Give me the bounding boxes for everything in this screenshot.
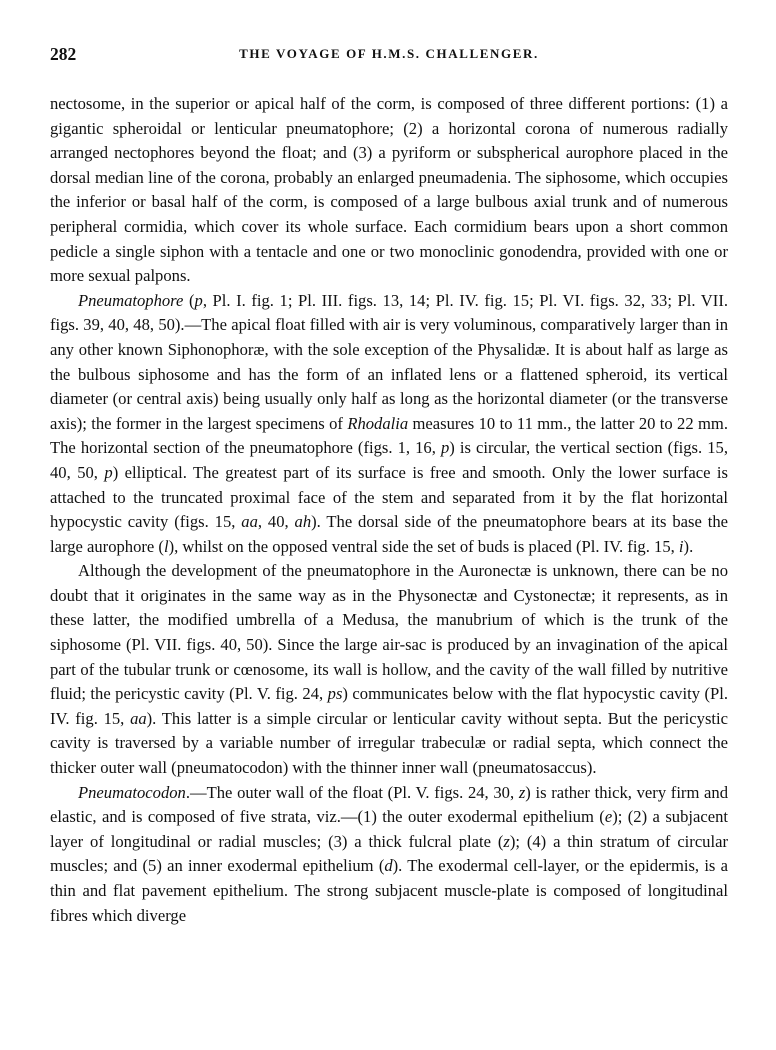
text-run: , Pl. I. fig. 1; Pl. III. figs. 13, 14; Pl. IV. fig. 15; Pl. VI. figs. 32, 33; Pl. VII. figs. 39, 40, 48, 50).—The apical float filled with air is very voluminous, comparatively larger than in any other known Siphonophoræ, with the sole exception of the Physalidæ. It is about half as large as the bulbous siphosome and has the form of an inflated lens or a flattened spheroid, its vertical diameter (or central axis) being usually only half as long as the horizontal diameter (or the transverse axis); the former in the largest specimens of: [50, 290, 728, 433]
text-run: measures 10 to 11 mm., the latter 20 to 22 mm. The horizontal section of the pneumatophore (figs. 1, 16,: [50, 413, 728, 458]
italic-text: Pneumatocodon: [78, 782, 186, 802]
document-page: [50, 44, 728, 928]
paragraph-p1: [50, 92, 728, 289]
italic-text: z: [503, 831, 510, 851]
italic-text: i: [678, 536, 684, 556]
italic-text: ps: [327, 684, 343, 704]
italic-text: p: [104, 462, 113, 482]
italic-text: d: [384, 856, 393, 876]
italic-text: p: [194, 290, 203, 310]
italic-text: Pneumatophore: [78, 290, 184, 310]
text-run: ). The exodermal cell-layer, or the epidermis, is a thin and flat pavement epithelium. The strong subjacent muscle-plate is composed of longitudinal fibres which diverge: [50, 856, 728, 925]
text-run: (: [183, 290, 195, 310]
text-run: ), whilst on the opposed ventral side the set of buds is placed (Pl. IV. fig. 15,: [168, 536, 679, 556]
text-run: nectosome, in the superior or apical half of the corm, is composed of three different portions: (1) a gigantic spheroidal or lenticular pneumatophore; (2) a horizontal corona of numerous radially arranged nectophores beyond the float; and (3) a pyriform or subspherical aurophore placed in the dorsal median line of the corona, probably an enlarged pneumadenia. The siphosome, which occupies the inferior or basal half of the corm, is composed of a large bulbous axial trunk and of numerous peripheral cormidia, which cover its whole surface. Each cormidium bears upon a short common pedicle a single siphon with a tentacle and one or two monoclinic gonodendra, provided with one or more sexual palpons.: [50, 94, 728, 286]
italic-text: e: [604, 807, 613, 827]
italic-text: ah: [294, 512, 312, 532]
text-run: ); (4) a thin stratum of circular muscles; and (5) an inner exodermal epithelium (: [50, 831, 728, 876]
italic-text: p: [440, 438, 450, 458]
text-run: ). This latter is a simple circular or lenticular cavity without septa. But the pericystic cavity is traversed by a variable number of irregular trabeculæ or radial septa, which connect the thicker outer wall (pneumatocodon) with the thinner inner wall (pneumatosaccus).: [50, 708, 728, 778]
text-run: ).: [683, 536, 694, 556]
text-run: ) is rather thick, very firm and elastic, and is composed of five strata, viz.—(1) the outer exodermal epithelium (: [50, 782, 729, 827]
paragraph-p4: [50, 781, 728, 929]
text-run: , 40,: [257, 512, 295, 532]
italic-text: l: [163, 536, 169, 556]
italic-text: Rhodalia: [347, 413, 409, 433]
italic-text: aa: [130, 708, 147, 728]
running-title: THE VOYAGE OF H.M.S. CHALLENGER.: [239, 46, 539, 61]
text-run: ). The dorsal side of the pneumatophore bears at its base the large aurophore (: [50, 512, 729, 556]
italic-text: aa: [241, 512, 258, 532]
text-run: ) is circular, the vertical section (figs. 15, 40, 50,: [50, 438, 728, 482]
page-header: [50, 44, 728, 72]
paragraph-p3: [50, 559, 728, 780]
body-text: [50, 92, 728, 928]
text-run: ); (2) a subjacent layer of longitudinal or radial muscles; (3) a thick fulcral plate (: [50, 807, 728, 851]
text-run: Although the development of the pneumatophore in the Auronectæ is unknown, there can be no doubt that it originates in the same way as in the Physonectæ and Cystonectæ; it represents, as in these latter, the modified umbrella of a Medusa, the manubrium of which is the trunk of the siphosome (Pl. VII. figs. 40, 50). Since the large air-sac is produced by an invagination of the apical part of the tubular trunk or cœnosome, its wall is hollow, and the cavity of the wall filled by nutritive fluid; the pericystic cavity (Pl. V. fig. 24,: [50, 561, 728, 704]
page-number: 282: [50, 44, 77, 64]
text-run: ) communicates below with the flat hypocystic cavity (Pl. IV. fig. 15,: [50, 684, 728, 728]
paragraph-p2: [50, 289, 728, 560]
text-run: .—The outer wall of the float (Pl. V. figs. 24, 30,: [185, 782, 519, 802]
text-run: ) elliptical. The greatest part of its surface is free and smooth. Only the lower surface is attached to the truncated proximal face of the stem and separated from it by the flat horizontal hypocystic cavity (figs. 15,: [50, 462, 728, 532]
italic-text: z: [518, 782, 526, 802]
